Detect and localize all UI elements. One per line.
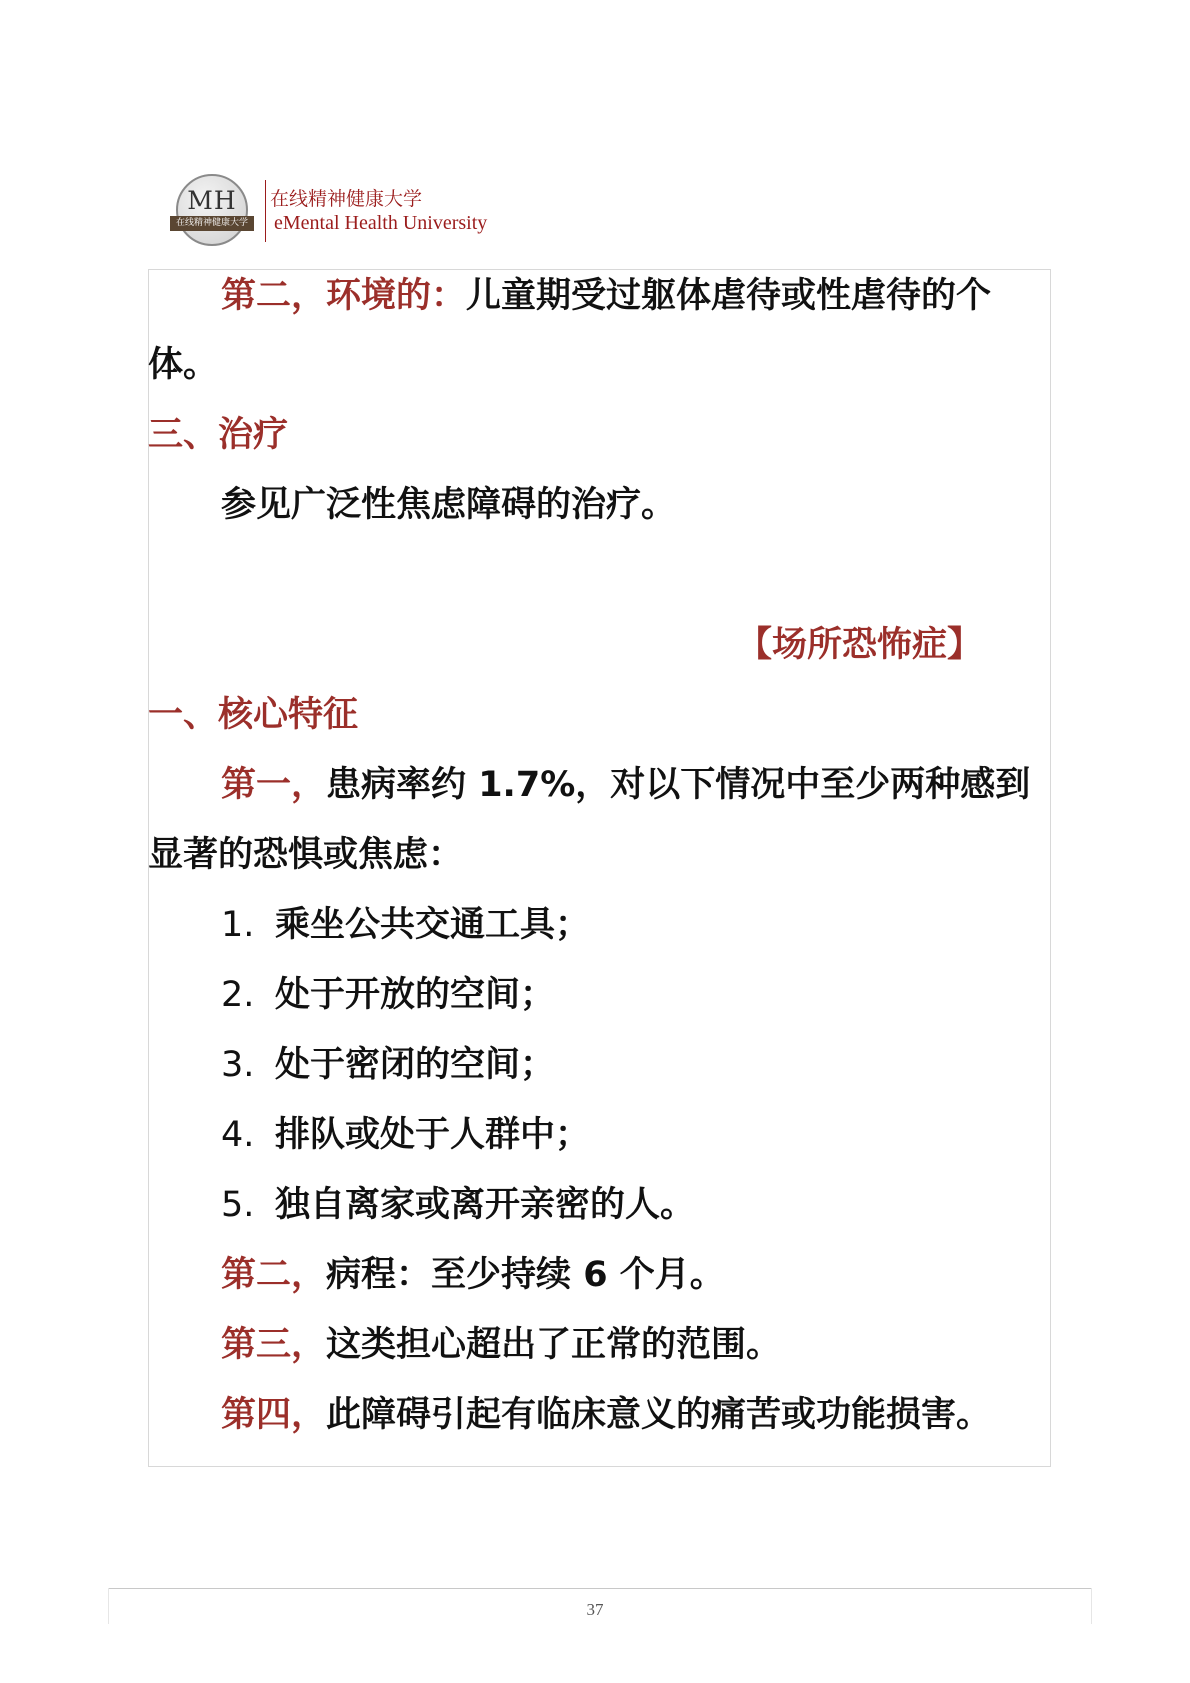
list-text: 排队或处于人群中； — [275, 1115, 591, 1155]
list-text: 独自离家或离开亲密的人。 — [275, 1185, 696, 1225]
paragraph-text: 这类担心超出了正常的范围。 — [326, 1325, 782, 1365]
list-number: 2. — [221, 975, 255, 1015]
footer-divider — [108, 1588, 1092, 1589]
list-item — [221, 973, 555, 1017]
list-item — [221, 1183, 695, 1227]
paragraph-label: 第二， — [221, 1255, 327, 1295]
paragraph-prevalence — [221, 763, 1030, 807]
paragraph-continuation: 显著的恐惧或焦虑： — [148, 835, 464, 875]
paragraph-continuation: 体。 — [148, 345, 219, 385]
seal-letters: MH — [187, 186, 237, 215]
list-number: 1. — [221, 905, 255, 945]
paragraph-label: 第三， — [221, 1325, 327, 1365]
list-text: 处于密闭的空间； — [275, 1045, 556, 1085]
paragraph-label: 第一， — [221, 765, 327, 805]
heading-treatment: 三、治疗 — [148, 415, 289, 455]
list-text: 乘坐公共交通工具； — [275, 905, 591, 945]
paragraph-impairment — [221, 1393, 991, 1437]
paragraph-text: 此障碍引起有临床意义的痛苦或功能损害。 — [326, 1395, 992, 1435]
list-item — [221, 903, 590, 947]
paragraph-text: 儿童期受过躯体虐待或性虐待的个 — [466, 276, 992, 316]
paragraph-text: 患病率约 1.7%，对以下情况中至少两种感到 — [326, 765, 1031, 805]
paragraph-excess-worry — [221, 1323, 781, 1367]
list-item — [221, 1043, 555, 1087]
university-name-en: eMental Health University — [274, 212, 488, 234]
seal-emblem — [176, 174, 248, 246]
logo-divider — [265, 180, 266, 242]
page-number: 37 — [586, 1600, 604, 1619]
paragraph-treatment: 参见广泛性焦虑障碍的治疗。 — [221, 485, 677, 525]
university-logo — [170, 174, 500, 248]
paragraph-duration — [221, 1253, 725, 1297]
paragraph-label: 第二，环境的： — [221, 276, 467, 316]
list-number: 4. — [221, 1115, 255, 1155]
list-number: 5. — [221, 1185, 255, 1225]
seal-band: 在线精神健康大学 — [170, 216, 254, 231]
section-title: 【场所恐怖症】 — [737, 625, 983, 665]
paragraph-label: 第四， — [221, 1395, 327, 1435]
list-item — [221, 1113, 590, 1157]
heading-core-features: 一、核心特征 — [148, 695, 359, 735]
list-text: 处于开放的空间； — [275, 975, 556, 1015]
paragraph-environment — [221, 274, 991, 318]
list-number: 3. — [221, 1045, 255, 1085]
paragraph-text: 病程：至少持续 6 个月。 — [326, 1255, 725, 1295]
university-name-cn: 在线精神健康大学 — [270, 188, 423, 210]
